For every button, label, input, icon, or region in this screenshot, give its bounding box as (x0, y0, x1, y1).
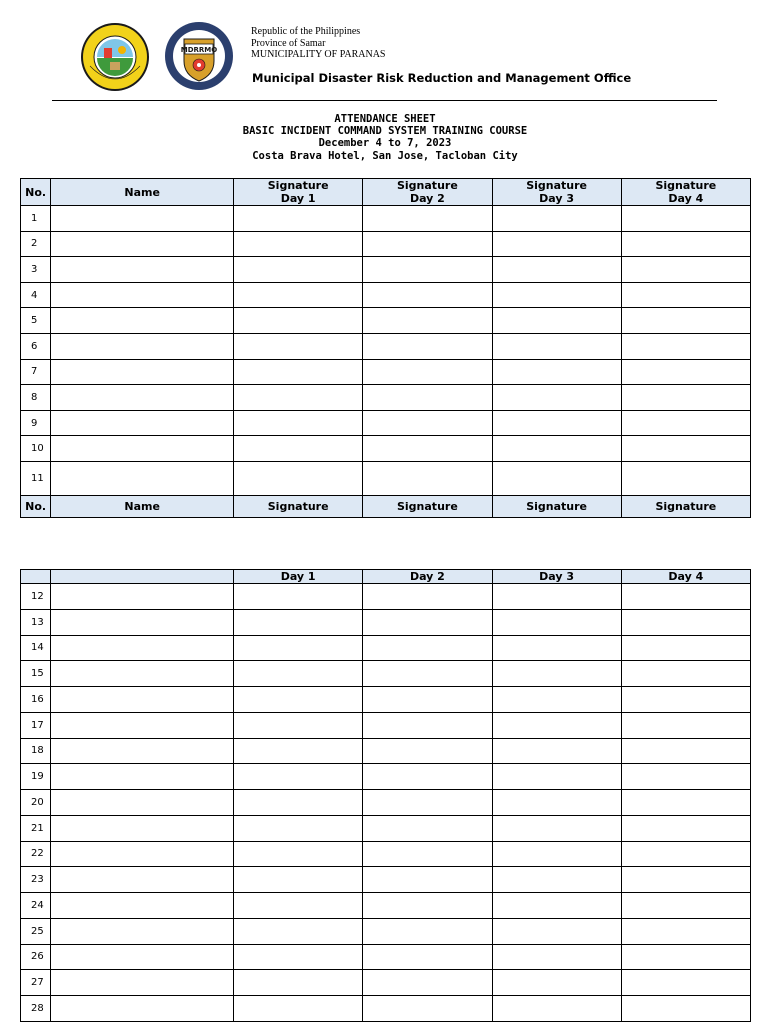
signature-day1-cell[interactable] (234, 385, 363, 411)
col-header-no: No. (21, 179, 51, 206)
table-row (21, 308, 751, 334)
name-cell[interactable] (51, 764, 234, 790)
signature-day1-cell[interactable] (234, 461, 363, 495)
col2-header-day3: Day 3 (492, 570, 621, 584)
signature-day3-cell[interactable] (492, 359, 621, 385)
table-row (21, 385, 751, 411)
table-row (21, 584, 751, 610)
footer-no: No. (21, 495, 51, 517)
row-number: 1 (21, 206, 51, 232)
signature-day1-cell[interactable] (234, 764, 363, 790)
signature-day4-cell[interactable] (621, 410, 750, 436)
row-number: 17 (21, 712, 51, 738)
row-number: 24 (21, 893, 51, 919)
col2-header-day4: Day 4 (621, 570, 750, 584)
table-row (21, 257, 751, 283)
row-number: 26 (21, 944, 51, 970)
signature-day2-cell[interactable] (363, 996, 492, 1022)
signature-day1-cell[interactable] (234, 308, 363, 334)
signature-day1-cell[interactable] (234, 996, 363, 1022)
signature-day3-cell[interactable] (492, 867, 621, 893)
course-title: BASIC INCIDENT COMMAND SYSTEM TRAINING COURSE (242, 125, 528, 137)
row-number: 12 (21, 584, 51, 610)
table-row (21, 609, 751, 635)
signature-day1-cell[interactable] (234, 436, 363, 462)
signature-day1-cell[interactable] (234, 206, 363, 232)
row-number: 2 (21, 231, 51, 257)
signature-day1-cell[interactable] (234, 635, 363, 661)
signature-day1-cell[interactable] (234, 333, 363, 359)
signature-day3-cell[interactable] (492, 461, 621, 495)
signature-day1-cell[interactable] (234, 841, 363, 867)
footer-name: Name (51, 495, 234, 517)
signature-day1-cell[interactable] (234, 738, 363, 764)
signature-day4-cell[interactable] (621, 359, 750, 385)
signature-day3-cell[interactable] (492, 333, 621, 359)
signature-day1-cell[interactable] (234, 918, 363, 944)
signature-day4-cell[interactable] (621, 661, 750, 687)
header-divider (52, 100, 717, 101)
row-number: 5 (21, 308, 51, 334)
footer-sig4: Signature (621, 495, 750, 517)
footer-sig2: Signature (363, 495, 492, 517)
signature-day4-cell[interactable] (621, 308, 750, 334)
table-row (21, 231, 751, 257)
signature-day4-cell[interactable] (621, 944, 750, 970)
signature-day2-cell[interactable] (363, 385, 492, 411)
mdrrmo-seal-text: MDRRMO (180, 46, 218, 54)
col-header-day1: Signature Day 1 (234, 179, 363, 206)
name-cell[interactable] (51, 333, 234, 359)
signature-day3-cell[interactable] (492, 436, 621, 462)
signature-day2-cell[interactable] (363, 687, 492, 713)
row-number: 19 (21, 764, 51, 790)
name-cell[interactable] (51, 738, 234, 764)
col2-header-day1: Day 1 (234, 570, 363, 584)
signature-day1-cell[interactable] (234, 970, 363, 996)
name-cell[interactable] (51, 282, 234, 308)
name-cell[interactable] (51, 841, 234, 867)
name-cell[interactable] (51, 359, 234, 385)
signature-day4-cell[interactable] (621, 436, 750, 462)
row-number: 13 (21, 609, 51, 635)
signature-day1-cell[interactable] (234, 282, 363, 308)
signature-day3-cell[interactable] (492, 687, 621, 713)
signature-day3-cell[interactable] (492, 893, 621, 919)
signature-day3-cell[interactable] (492, 308, 621, 334)
table-row (21, 410, 751, 436)
signature-day3-cell[interactable] (492, 661, 621, 687)
signature-day3-cell[interactable] (492, 970, 621, 996)
signature-day4-cell[interactable] (621, 918, 750, 944)
row-number: 18 (21, 738, 51, 764)
row-number: 8 (21, 385, 51, 411)
table-row (21, 790, 751, 816)
signature-day1-cell[interactable] (234, 815, 363, 841)
signature-day4-cell[interactable] (621, 712, 750, 738)
row-number: 22 (21, 841, 51, 867)
signature-day4-cell[interactable] (621, 385, 750, 411)
signature-day2-cell[interactable] (363, 461, 492, 495)
signature-day3-cell[interactable] (492, 609, 621, 635)
signature-day3-cell[interactable] (492, 584, 621, 610)
name-cell[interactable] (51, 996, 234, 1022)
signature-day3-cell[interactable] (492, 918, 621, 944)
signature-day2-cell[interactable] (363, 661, 492, 687)
name-cell[interactable] (51, 635, 234, 661)
signature-day1-cell[interactable] (234, 231, 363, 257)
table-row (21, 282, 751, 308)
name-cell[interactable] (51, 206, 234, 232)
table-row (21, 661, 751, 687)
signature-day2-cell[interactable] (363, 918, 492, 944)
signature-day2-cell[interactable] (363, 410, 492, 436)
table-row (21, 996, 751, 1022)
table-row (21, 867, 751, 893)
signature-day1-cell[interactable] (234, 359, 363, 385)
row-number: 28 (21, 996, 51, 1022)
signature-day3-cell[interactable] (492, 790, 621, 816)
signature-day4-cell[interactable] (621, 257, 750, 283)
signature-day2-cell[interactable] (363, 738, 492, 764)
signature-day3-cell[interactable] (492, 410, 621, 436)
signature-day1-cell[interactable] (234, 867, 363, 893)
signature-day1-cell[interactable] (234, 661, 363, 687)
signature-day2-cell[interactable] (363, 584, 492, 610)
signature-day1-cell[interactable] (234, 712, 363, 738)
name-cell[interactable] (51, 790, 234, 816)
signature-day2-cell[interactable] (363, 436, 492, 462)
row-number: 10 (21, 436, 51, 462)
signature-day2-cell[interactable] (363, 282, 492, 308)
republic-line: Republic of the Philippines (251, 26, 361, 37)
col2-header-name (51, 570, 234, 584)
footer-sig1: Signature (234, 495, 363, 517)
signature-day3-cell[interactable] (492, 257, 621, 283)
signature-day1-cell[interactable] (234, 893, 363, 919)
signature-day3-cell[interactable] (492, 712, 621, 738)
table-row (21, 893, 751, 919)
name-cell[interactable] (51, 970, 234, 996)
table-row (21, 841, 751, 867)
table-row (21, 635, 751, 661)
name-cell[interactable] (51, 867, 234, 893)
signature-day2-cell[interactable] (363, 815, 492, 841)
table-row (21, 359, 751, 385)
row-number: 9 (21, 410, 51, 436)
signature-day4-cell[interactable] (621, 893, 750, 919)
name-cell[interactable] (51, 461, 234, 495)
signature-day3-cell[interactable] (492, 282, 621, 308)
signature-day4-cell[interactable] (621, 333, 750, 359)
row-number: 16 (21, 687, 51, 713)
table-row (21, 815, 751, 841)
course-venue: Costa Brava Hotel, San Jose, Tacloban City (252, 150, 518, 162)
signature-day2-cell[interactable] (363, 970, 492, 996)
signature-day4-cell[interactable] (621, 461, 750, 495)
signature-day4-cell[interactable] (621, 687, 750, 713)
signature-day1-cell[interactable] (234, 410, 363, 436)
row-number: 25 (21, 918, 51, 944)
signature-day3-cell[interactable] (492, 231, 621, 257)
signature-day3-cell[interactable] (492, 764, 621, 790)
mdrrmo-seal-logo (164, 21, 234, 91)
table-row (21, 738, 751, 764)
signature-day3-cell[interactable] (492, 385, 621, 411)
signature-day4-cell[interactable] (621, 584, 750, 610)
signature-day2-cell[interactable] (363, 257, 492, 283)
signature-day2-cell[interactable] (363, 333, 492, 359)
name-cell[interactable] (51, 944, 234, 970)
signature-day1-cell[interactable] (234, 790, 363, 816)
signature-day3-cell[interactable] (492, 944, 621, 970)
table-row (21, 206, 751, 232)
table-row (21, 436, 751, 462)
footer-sig3: Signature (492, 495, 621, 517)
signature-day1-cell[interactable] (234, 257, 363, 283)
name-cell[interactable] (51, 385, 234, 411)
signature-day2-cell[interactable] (363, 231, 492, 257)
signature-day1-cell[interactable] (234, 687, 363, 713)
signature-day4-cell[interactable] (621, 738, 750, 764)
row-number: 21 (21, 815, 51, 841)
row-number: 3 (21, 257, 51, 283)
row-number: 11 (21, 461, 51, 495)
signature-day2-cell[interactable] (363, 359, 492, 385)
signature-day4-cell[interactable] (621, 815, 750, 841)
row-number: 6 (21, 333, 51, 359)
row-number: 27 (21, 970, 51, 996)
signature-day3-cell[interactable] (492, 815, 621, 841)
signature-day2-cell[interactable] (363, 712, 492, 738)
municipality-line: MUNICIPALITY OF PARANAS (251, 49, 386, 60)
signature-day1-cell[interactable] (234, 944, 363, 970)
signature-day3-cell[interactable] (492, 738, 621, 764)
name-cell[interactable] (51, 257, 234, 283)
signature-day4-cell[interactable] (621, 282, 750, 308)
municipality-seal-logo (80, 22, 150, 92)
name-cell[interactable] (51, 893, 234, 919)
table2-header-row (21, 570, 751, 584)
signature-day4-cell[interactable] (621, 764, 750, 790)
signature-day4-cell[interactable] (621, 996, 750, 1022)
name-cell[interactable] (51, 609, 234, 635)
name-cell[interactable] (51, 712, 234, 738)
col2-header-day2: Day 2 (363, 570, 492, 584)
row-number: 15 (21, 661, 51, 687)
col-header-name: Name (51, 179, 234, 206)
col2-header-no (21, 570, 51, 584)
table-footer-row (21, 495, 751, 517)
course-dates: December 4 to 7, 2023 (318, 137, 452, 149)
signature-day4-cell[interactable] (621, 790, 750, 816)
signature-day3-cell[interactable] (492, 635, 621, 661)
col-header-day2: Signature Day 2 (363, 179, 492, 206)
col-header-day4: Signature Day 4 (621, 179, 750, 206)
signature-day3-cell[interactable] (492, 996, 621, 1022)
row-number: 20 (21, 790, 51, 816)
signature-day4-cell[interactable] (621, 841, 750, 867)
signature-day1-cell[interactable] (234, 609, 363, 635)
signature-day4-cell[interactable] (621, 635, 750, 661)
sheet-title: ATTENDANCE SHEET (334, 113, 436, 125)
signature-day4-cell[interactable] (621, 867, 750, 893)
col-header-day3: Signature Day 3 (492, 179, 621, 206)
attendance-table-2 (20, 569, 751, 1022)
table-row (21, 944, 751, 970)
name-cell[interactable] (51, 918, 234, 944)
signature-day3-cell[interactable] (492, 841, 621, 867)
table-row (21, 687, 751, 713)
signature-day2-cell[interactable] (363, 635, 492, 661)
signature-day1-cell[interactable] (234, 584, 363, 610)
signature-day2-cell[interactable] (363, 944, 492, 970)
signature-day4-cell[interactable] (621, 970, 750, 996)
row-number: 23 (21, 867, 51, 893)
signature-day2-cell[interactable] (363, 790, 492, 816)
table-row (21, 712, 751, 738)
row-number: 14 (21, 635, 51, 661)
office-name: Municipal Disaster Risk Reduction and Management Office (252, 71, 632, 85)
name-cell[interactable] (51, 436, 234, 462)
table-header-row (21, 179, 751, 206)
table-row (21, 970, 751, 996)
signature-day2-cell[interactable] (363, 206, 492, 232)
signature-day4-cell[interactable] (621, 231, 750, 257)
name-cell[interactable] (51, 410, 234, 436)
table-row (21, 333, 751, 359)
signature-day2-cell[interactable] (363, 841, 492, 867)
attendance-table-1 (20, 178, 751, 518)
signature-day4-cell[interactable] (621, 609, 750, 635)
signature-day2-cell[interactable] (363, 764, 492, 790)
table-row (21, 918, 751, 944)
signature-day3-cell[interactable] (492, 206, 621, 232)
name-cell[interactable] (51, 584, 234, 610)
signature-day4-cell[interactable] (621, 206, 750, 232)
signature-day2-cell[interactable] (363, 867, 492, 893)
table-row (21, 764, 751, 790)
name-cell[interactable] (51, 687, 234, 713)
name-cell[interactable] (51, 661, 234, 687)
name-cell[interactable] (51, 815, 234, 841)
name-cell[interactable] (51, 308, 234, 334)
name-cell[interactable] (51, 231, 234, 257)
signature-day2-cell[interactable] (363, 893, 492, 919)
row-number: 4 (21, 282, 51, 308)
signature-day2-cell[interactable] (363, 609, 492, 635)
row-number: 7 (21, 359, 51, 385)
province-line: Province of Samar (251, 38, 326, 49)
signature-day2-cell[interactable] (363, 308, 492, 334)
table-row (21, 461, 751, 495)
